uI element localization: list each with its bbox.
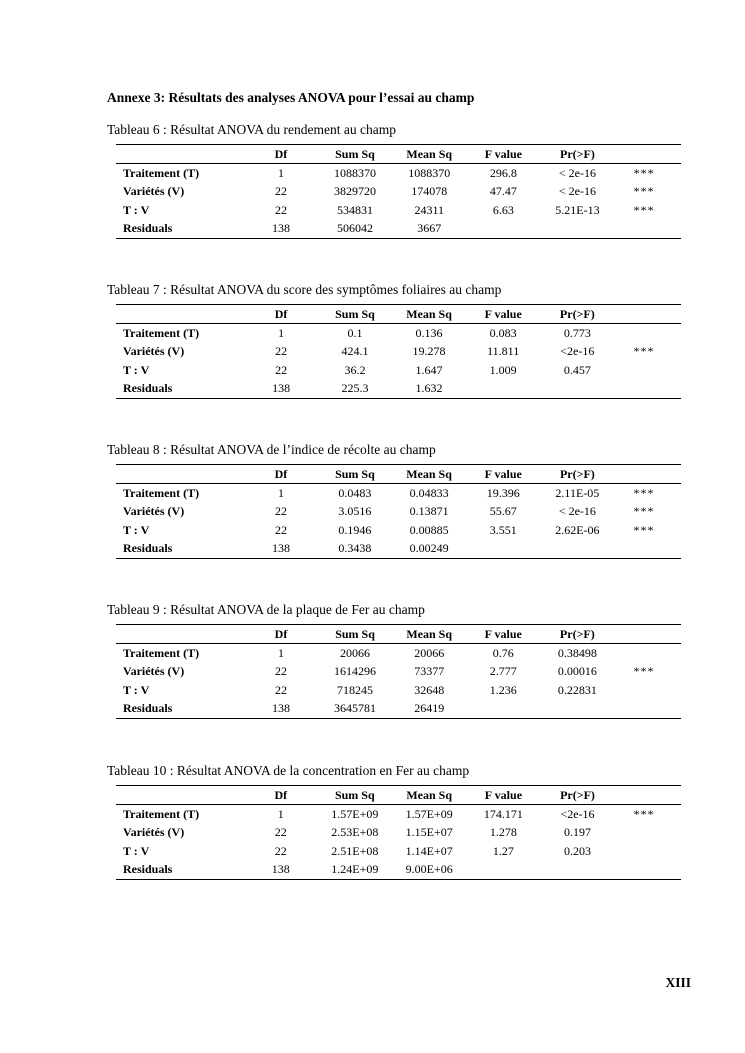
cell-sum-sq: 20066 bbox=[340, 645, 371, 660]
cell-signif bbox=[607, 681, 681, 700]
cell-p-value bbox=[548, 861, 607, 880]
cell-signif: *** bbox=[633, 522, 655, 537]
cell-term: Traitement (T) bbox=[123, 325, 200, 340]
cell-p-value: 0.00016 bbox=[557, 664, 597, 679]
cell-sum-sq: 2.53E+08 bbox=[331, 825, 379, 840]
cell-term: T : V bbox=[123, 682, 150, 697]
anova-table-symptomes bbox=[107, 282, 681, 399]
cell-p-value: < 2e-16 bbox=[558, 165, 596, 180]
header-mean-sq: Mean Sq bbox=[400, 625, 459, 644]
header-f-value: F value bbox=[459, 625, 548, 644]
header-row bbox=[116, 625, 681, 644]
table-row bbox=[116, 824, 681, 843]
header-p-value: Pr(>F) bbox=[548, 786, 607, 805]
cell-mean-sq: 24311 bbox=[414, 202, 445, 217]
header-p-value: Pr(>F) bbox=[548, 145, 607, 164]
header-p-value: Pr(>F) bbox=[548, 305, 607, 324]
cell-term: Residuals bbox=[116, 540, 251, 559]
table-row bbox=[116, 805, 681, 824]
cell-signif bbox=[607, 861, 681, 880]
header-f-value: F value bbox=[459, 305, 548, 324]
cell-p-value: 0.457 bbox=[563, 362, 591, 377]
header-df: Df bbox=[251, 786, 310, 805]
cell-p-value: 0.22831 bbox=[557, 682, 597, 697]
table-row bbox=[116, 681, 681, 700]
table-row bbox=[116, 220, 681, 239]
cell-p-value: 2.11E-05 bbox=[555, 485, 600, 500]
cell-f-value: 1.27 bbox=[492, 843, 514, 858]
header-row bbox=[116, 145, 681, 164]
cell-term: Traitement (T) bbox=[123, 806, 200, 821]
cell-mean-sq: 3667 bbox=[399, 220, 459, 239]
cell-signif: *** bbox=[633, 165, 655, 180]
cell-df: 138 bbox=[251, 861, 310, 880]
cell-signif bbox=[607, 361, 681, 380]
cell-df: 22 bbox=[275, 362, 288, 377]
cell-sum-sq: 1614296 bbox=[334, 664, 377, 679]
cell-df: 138 bbox=[251, 700, 310, 719]
cell-p-value bbox=[548, 220, 607, 239]
cell-f-value bbox=[459, 380, 548, 399]
cell-signif: *** bbox=[633, 202, 655, 217]
cell-p-value bbox=[548, 700, 608, 719]
cell-mean-sq: 26419 bbox=[400, 700, 459, 719]
cell-term: T : V bbox=[123, 522, 150, 537]
cell-signif: *** bbox=[633, 664, 655, 679]
anova-table-concentration-fer bbox=[107, 763, 681, 880]
cell-mean-sq: 174078 bbox=[411, 184, 448, 199]
cell-sum-sq: 534831 bbox=[336, 202, 373, 217]
cell-signif: *** bbox=[633, 504, 655, 519]
table-caption: Tableau 6 : Résultat ANOVA du rendement au champ bbox=[107, 122, 396, 137]
cell-df: 22 bbox=[274, 825, 287, 840]
header-term bbox=[116, 786, 251, 805]
cell-term: Residuals bbox=[116, 380, 252, 399]
anova-table bbox=[116, 624, 681, 719]
cell-mean-sq: 1.57E+09 bbox=[405, 806, 453, 821]
table-caption: Tableau 10 : Résultat ANOVA de la concentration en Fer au champ bbox=[107, 763, 470, 778]
header-term bbox=[116, 305, 252, 324]
table-row bbox=[116, 861, 681, 880]
cell-f-value bbox=[459, 220, 548, 239]
table-row bbox=[116, 201, 681, 220]
cell-term: T : V bbox=[123, 362, 150, 377]
cell-mean-sq: 0.00885 bbox=[409, 522, 449, 537]
cell-signif bbox=[607, 380, 681, 399]
header-signif bbox=[607, 145, 681, 164]
cell-signif bbox=[607, 540, 681, 559]
anova-table-indice-recolte bbox=[107, 442, 681, 559]
cell-f-value bbox=[459, 861, 548, 880]
anova-table bbox=[116, 464, 681, 559]
header-df: Df bbox=[252, 305, 311, 324]
header-signif bbox=[607, 625, 681, 644]
cell-signif: *** bbox=[633, 485, 655, 500]
cell-df: 1 bbox=[277, 806, 284, 821]
cell-df: 138 bbox=[251, 540, 310, 559]
header-mean-sq: Mean Sq bbox=[399, 305, 458, 324]
header-signif bbox=[607, 786, 681, 805]
cell-mean-sq: 1088370 bbox=[408, 165, 451, 180]
cell-term: Variétés (V) bbox=[123, 344, 185, 359]
header-row bbox=[116, 305, 681, 324]
cell-p-value: < 2e-16 bbox=[558, 504, 596, 519]
table-row bbox=[116, 842, 681, 861]
cell-df: 22 bbox=[275, 344, 288, 359]
table-row bbox=[116, 183, 681, 202]
table-row bbox=[116, 361, 681, 380]
cell-df: 138 bbox=[252, 380, 311, 399]
cell-signif bbox=[607, 324, 681, 343]
table-row bbox=[116, 700, 681, 719]
cell-df: 22 bbox=[274, 504, 287, 519]
table-caption: Tableau 9 : Résultat ANOVA de la plaque de Fer au champ bbox=[107, 602, 425, 617]
cell-mean-sq: 0.13871 bbox=[409, 504, 449, 519]
cell-sum-sq: 0.1946 bbox=[338, 522, 372, 537]
cell-f-value: 11.811 bbox=[487, 344, 520, 359]
cell-term: Traitement (T) bbox=[123, 485, 200, 500]
anova-table bbox=[116, 785, 681, 880]
header-mean-sq: Mean Sq bbox=[399, 465, 459, 484]
cell-mean-sq: 9.00E+06 bbox=[399, 861, 459, 880]
cell-sum-sq: 0.1 bbox=[347, 325, 363, 340]
header-df: Df bbox=[251, 145, 310, 164]
cell-sum-sq: 3645781 bbox=[311, 700, 400, 719]
cell-signif bbox=[607, 220, 681, 239]
page-number: XIII bbox=[665, 975, 691, 990]
anova-table bbox=[116, 144, 681, 239]
cell-f-value: 47.47 bbox=[489, 184, 517, 199]
cell-sum-sq: 3.0516 bbox=[338, 504, 372, 519]
cell-mean-sq: 20066 bbox=[414, 645, 445, 660]
cell-term: Residuals bbox=[116, 861, 251, 880]
cell-p-value: 0.38498 bbox=[557, 645, 597, 660]
anova-table bbox=[116, 304, 681, 399]
cell-mean-sq: 0.00249 bbox=[399, 540, 459, 559]
cell-signif bbox=[607, 842, 681, 861]
cell-f-value: 0.76 bbox=[492, 645, 514, 660]
cell-sum-sq: 1.24E+09 bbox=[310, 861, 399, 880]
cell-p-value bbox=[548, 380, 607, 399]
cell-p-value: 2.62E-06 bbox=[555, 522, 600, 537]
header-row bbox=[116, 786, 681, 805]
table-row bbox=[116, 644, 681, 663]
header-term bbox=[116, 625, 251, 644]
cell-df: 22 bbox=[274, 184, 287, 199]
cell-f-value: 1.009 bbox=[489, 362, 517, 377]
table-caption: Tableau 7 : Résultat ANOVA du score des symptômes foliaires au champ bbox=[107, 282, 502, 297]
cell-mean-sq: 1.14E+07 bbox=[405, 843, 453, 858]
cell-p-value: 0.203 bbox=[564, 843, 592, 858]
cell-sum-sq: 2.51E+08 bbox=[331, 843, 379, 858]
cell-f-value: 3.551 bbox=[489, 522, 517, 537]
cell-term: T : V bbox=[123, 843, 150, 858]
cell-sum-sq: 225.3 bbox=[311, 380, 400, 399]
header-signif bbox=[607, 465, 681, 484]
header-term bbox=[116, 145, 251, 164]
table-row bbox=[116, 380, 681, 399]
cell-f-value: 19.396 bbox=[486, 485, 520, 500]
table-caption: Tableau 8 : Résultat ANOVA de l’indice de récolte au champ bbox=[107, 442, 436, 457]
page-heading: Annexe 3: Résultats des analyses ANOVA pour l’essai au champ bbox=[107, 90, 475, 105]
cell-term: Traitement (T) bbox=[123, 645, 200, 660]
cell-f-value: 174.171 bbox=[483, 806, 523, 821]
header-f-value: F value bbox=[459, 145, 548, 164]
table-row bbox=[116, 484, 681, 503]
header-df: Df bbox=[251, 625, 310, 644]
cell-term: Residuals bbox=[116, 700, 251, 719]
header-df: Df bbox=[251, 465, 310, 484]
header-p-value: Pr(>F) bbox=[548, 465, 607, 484]
cell-sum-sq: 0.0483 bbox=[338, 485, 372, 500]
cell-signif: *** bbox=[633, 184, 655, 199]
header-sum-sq: Sum Sq bbox=[310, 145, 399, 164]
header-mean-sq: Mean Sq bbox=[399, 145, 459, 164]
header-mean-sq: Mean Sq bbox=[399, 786, 459, 805]
cell-df: 22 bbox=[275, 682, 287, 697]
cell-signif: *** bbox=[633, 806, 655, 821]
cell-df: 22 bbox=[275, 664, 287, 679]
header-f-value: F value bbox=[459, 786, 548, 805]
header-signif bbox=[607, 305, 681, 324]
cell-sum-sq: 424.1 bbox=[341, 344, 369, 359]
header-sum-sq: Sum Sq bbox=[311, 625, 400, 644]
cell-mean-sq: 19.278 bbox=[412, 344, 446, 359]
cell-f-value: 2.777 bbox=[489, 664, 517, 679]
cell-term: Variétés (V) bbox=[123, 184, 185, 199]
cell-sum-sq: 1.57E+09 bbox=[331, 806, 379, 821]
header-sum-sq: Sum Sq bbox=[310, 786, 399, 805]
cell-df: 138 bbox=[251, 220, 310, 239]
cell-p-value bbox=[548, 540, 607, 559]
cell-f-value bbox=[459, 540, 548, 559]
cell-term: Residuals bbox=[116, 220, 251, 239]
cell-sum-sq: 36.2 bbox=[344, 362, 366, 377]
cell-mean-sq: 0.136 bbox=[415, 325, 443, 340]
table-row bbox=[116, 164, 681, 183]
cell-p-value: 0.773 bbox=[563, 325, 591, 340]
cell-p-value: < 2e-16 bbox=[558, 184, 596, 199]
cell-f-value: 1.236 bbox=[489, 682, 517, 697]
cell-mean-sq: 1.632 bbox=[399, 380, 458, 399]
cell-df: 1 bbox=[277, 485, 284, 500]
header-row bbox=[116, 465, 681, 484]
header-f-value: F value bbox=[459, 465, 548, 484]
cell-f-value: 6.63 bbox=[492, 202, 514, 217]
cell-df: 1 bbox=[278, 645, 284, 660]
cell-mean-sq: 0.04833 bbox=[409, 485, 449, 500]
cell-mean-sq: 73377 bbox=[414, 664, 445, 679]
cell-p-value: <2e-16 bbox=[560, 344, 595, 359]
cell-df: 1 bbox=[277, 165, 284, 180]
cell-sum-sq: 506042 bbox=[310, 220, 399, 239]
table-row bbox=[116, 540, 681, 559]
table-row bbox=[116, 324, 681, 343]
cell-term: Variétés (V) bbox=[123, 825, 185, 840]
cell-p-value: 5.21E-13 bbox=[555, 202, 600, 217]
cell-term: Variétés (V) bbox=[123, 504, 185, 519]
header-sum-sq: Sum Sq bbox=[311, 305, 400, 324]
cell-sum-sq: 718245 bbox=[337, 682, 374, 697]
cell-signif bbox=[607, 700, 681, 719]
header-term bbox=[116, 465, 251, 484]
cell-p-value: <2e-16 bbox=[560, 806, 595, 821]
header-p-value: Pr(>F) bbox=[548, 625, 608, 644]
header-sum-sq: Sum Sq bbox=[311, 465, 400, 484]
cell-sum-sq: 3829720 bbox=[333, 184, 376, 199]
cell-f-value: 1.278 bbox=[489, 825, 517, 840]
cell-p-value: 0.197 bbox=[564, 825, 592, 840]
cell-signif bbox=[607, 824, 681, 843]
cell-signif: *** bbox=[633, 344, 655, 359]
anova-table-plaque-fer bbox=[107, 602, 681, 719]
cell-sum-sq: 0.3438 bbox=[311, 540, 400, 559]
cell-mean-sq: 32648 bbox=[414, 682, 445, 697]
table-row bbox=[116, 663, 681, 682]
table-row bbox=[116, 503, 681, 522]
cell-df: 22 bbox=[274, 843, 287, 858]
cell-term: Traitement (T) bbox=[123, 165, 200, 180]
cell-f-value bbox=[459, 700, 548, 719]
cell-f-value: 55.67 bbox=[489, 504, 517, 519]
table-row bbox=[116, 521, 681, 540]
cell-mean-sq: 1.15E+07 bbox=[405, 825, 453, 840]
cell-term: T : V bbox=[123, 202, 150, 217]
cell-mean-sq: 1.647 bbox=[415, 362, 443, 377]
cell-signif bbox=[607, 644, 681, 663]
anova-table-rendement bbox=[107, 122, 681, 239]
cell-df: 22 bbox=[274, 202, 287, 217]
cell-f-value: 296.8 bbox=[489, 165, 517, 180]
table-row bbox=[116, 343, 681, 362]
cell-term: Variétés (V) bbox=[123, 664, 185, 679]
cell-df: 22 bbox=[274, 522, 287, 537]
cell-f-value: 0.083 bbox=[489, 325, 517, 340]
cell-df: 1 bbox=[278, 325, 285, 340]
cell-sum-sq: 1088370 bbox=[333, 165, 376, 180]
